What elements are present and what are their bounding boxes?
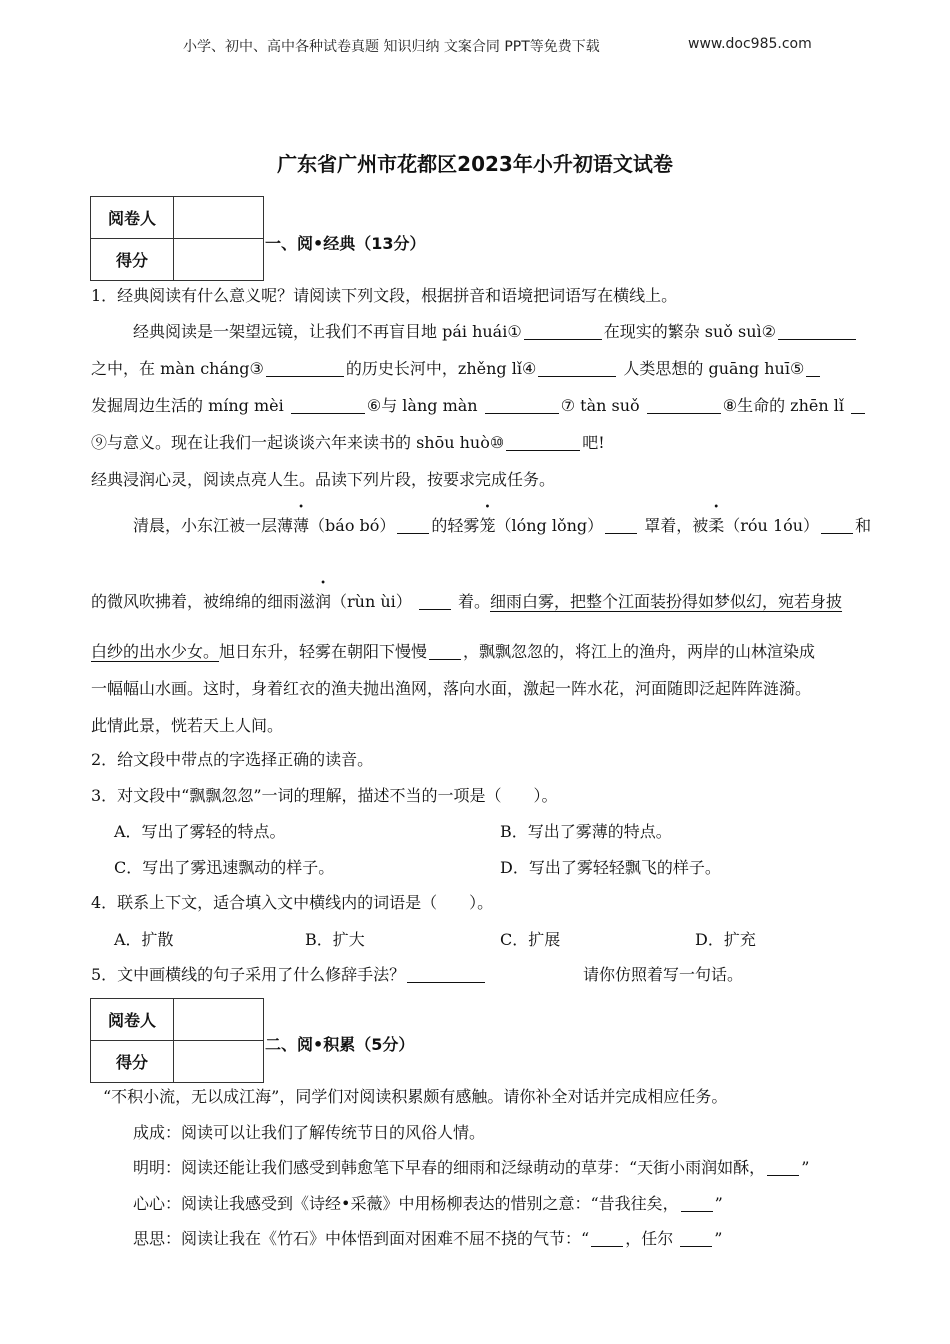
text: 着。: [458, 592, 491, 611]
text: 思思：阅读让我在《竹石》中体悟到面对困难不屈不挠的气节：“: [133, 1229, 590, 1248]
blank-a3[interactable]: [821, 517, 853, 534]
reviewer-label: 阅卷人: [91, 999, 174, 1041]
blank-10[interactable]: [506, 434, 580, 451]
q1-prompt: 1．经典阅读有什么意义呢？请阅读下列文段，根据拼音和语境把词语写在横线上。: [91, 286, 678, 305]
passage1-line1: [133, 322, 858, 342]
text: 5．文中画横线的句子采用了什么修辞手法？: [91, 965, 406, 984]
blank-7[interactable]: [485, 397, 559, 414]
text: （báo bó）: [309, 516, 396, 535]
dialogue-xinxin: [133, 1194, 723, 1214]
score-label: 得分: [91, 1041, 174, 1083]
q5-task: 请你仿照着写一句话。: [583, 965, 744, 984]
text: 人类思想的 guāng huī⑤: [623, 359, 805, 378]
q4-option-c[interactable]: C．扩展: [500, 930, 561, 949]
text: 经典阅读是一架望远镜，让我们不再盲目地 pái huái①: [133, 322, 522, 341]
q5-prompt: [91, 965, 487, 985]
blank-5[interactable]: [806, 360, 820, 377]
passage2-line3: [91, 642, 815, 662]
q4-option-d[interactable]: D．扩充: [695, 930, 756, 949]
text: 罩着，被: [644, 516, 709, 535]
score-cell[interactable]: [174, 239, 264, 281]
q4-prompt: 4．联系上下文，适合填入文中横线内的词语是（ ）。: [91, 893, 494, 912]
page-title: 广东省广州市花都区2023年小升初语文试卷: [277, 152, 673, 176]
blank-b1[interactable]: [419, 593, 451, 610]
dialogue-sisi: [133, 1229, 722, 1249]
q4-option-b[interactable]: B．扩大: [305, 930, 365, 949]
text: 的微风吹拂着，被绵绵的细雨滋: [91, 592, 316, 611]
blank-3[interactable]: [266, 360, 344, 377]
text: 清晨，小东江被一层薄: [133, 516, 294, 535]
blank-6[interactable]: [291, 397, 365, 414]
q4-option-a[interactable]: A．扩散: [114, 930, 174, 949]
reviewer-label: 阅卷人: [91, 197, 174, 239]
blank-d2[interactable]: [767, 1159, 799, 1176]
dialogue-mingming: [133, 1158, 809, 1178]
header-site[interactable]: www.doc985.com: [688, 36, 812, 52]
section1-heading: 一、阅•经典（13分）: [265, 234, 426, 253]
text: （rùn ùi）: [331, 592, 412, 611]
text: （róu 1óu）: [724, 516, 820, 535]
passage2-line2: [91, 592, 842, 612]
text: ⑦ tàn suǒ: [560, 396, 640, 415]
text: ⑥与 làng màn: [366, 396, 478, 415]
blank-c1[interactable]: [429, 643, 461, 660]
text: 心心：阅读让我感受到《诗经•采薇》中用杨柳表达的惜别之意：“昔我往矣，: [133, 1194, 679, 1213]
blank-d3[interactable]: [681, 1195, 713, 1212]
passage1-line2: [91, 359, 822, 379]
text: 和: [855, 516, 872, 535]
dotted-char: 柔: [708, 516, 725, 535]
text: 旭日东升，轻雾在朝阳下慢慢: [219, 642, 428, 661]
text: 吧!: [582, 433, 605, 452]
blank-9[interactable]: [851, 397, 865, 414]
text: ⑧生命的 zhēn lǐ: [722, 396, 845, 415]
section2-intro: “不积小流，无以成江海”，同学们对阅读积累颇有感触。请你补全对话并完成相应任务。: [103, 1087, 728, 1106]
text: ，任尔: [625, 1229, 674, 1248]
q2-prompt: 2．给文段中带点的字选择正确的读音。: [91, 750, 374, 769]
text: 发掘周边生活的 míng mèi: [91, 396, 284, 415]
text: 的轻雾: [431, 516, 480, 535]
q3-prompt: 3．对文段中“飘飘忽忽”一词的理解，描述不当的一项是（ ）。: [91, 786, 558, 805]
passage1-line4: [91, 433, 605, 453]
text: （lóng lǒng）: [495, 516, 604, 535]
q3-option-b[interactable]: B．写出了雾薄的特点。: [500, 822, 672, 841]
blank-2[interactable]: [778, 323, 856, 340]
score-cell[interactable]: [174, 1041, 264, 1083]
dialogue-chengcheng: 成成：阅读可以让我们了解传统节日的风俗人情。: [133, 1123, 486, 1142]
passage2-line5: 此情此景，恍若天上人间。: [91, 716, 284, 735]
blank-4[interactable]: [538, 360, 616, 377]
text: ，飘飘忽忽的，将江上的渔舟，两岸的山林渲染成: [463, 642, 816, 661]
passage2-line1: [133, 516, 871, 536]
q3-option-d[interactable]: D．写出了雾轻轻飘飞的样子。: [500, 858, 721, 877]
dotted-char: 笼: [479, 516, 496, 535]
text: 明明：阅读还能让我们感受到韩愈笔下早春的细雨和泛绿萌动的草芽：“天街小雨润如酥，: [133, 1158, 766, 1177]
passage2-line4: 一幅幅山水画。这时，身着红衣的渔夫抛出渔网，落向水面，激起一阵水花，河面随即泛起阵阵涟漪。: [91, 679, 812, 698]
text: 的历史长河中，zhěng lǐ④: [345, 359, 537, 378]
dotted-char: 薄: [293, 516, 310, 535]
text: ”: [714, 1194, 723, 1213]
passage1-line3: [91, 396, 867, 416]
blank-d4b[interactable]: [680, 1230, 712, 1247]
score-label: 得分: [91, 239, 174, 281]
underlined-sentence: 细雨白雾，把整个江面装扮得如梦似幻，宛若身披: [490, 592, 843, 611]
score-table-1: [90, 196, 264, 281]
q3-option-c[interactable]: C．写出了雾迅速飘动的样子。: [114, 858, 335, 877]
text: 在现实的繁杂 suǒ suì②: [603, 322, 776, 341]
text: ⑨与意义。现在让我们一起谈谈六年来读书的 shōu huò⑩: [91, 433, 505, 452]
section2-heading: 二、阅•积累（5分）: [265, 1035, 415, 1054]
blank-q5[interactable]: [407, 966, 485, 983]
dotted-char: 润: [315, 592, 332, 611]
reviewer-cell[interactable]: [174, 999, 264, 1041]
blank-d4a[interactable]: [591, 1230, 623, 1247]
blank-a2[interactable]: [605, 517, 637, 534]
score-table-2: [90, 998, 264, 1083]
blank-a1[interactable]: [397, 517, 429, 534]
blank-1[interactable]: [524, 323, 602, 340]
reading-intro: 经典浸润心灵，阅读点亮人生。品读下列片段，按要求完成任务。: [91, 470, 556, 489]
blank-8[interactable]: [647, 397, 721, 414]
reviewer-cell[interactable]: [174, 197, 264, 239]
text: ”: [801, 1158, 810, 1177]
text: ”: [714, 1229, 723, 1248]
text: 之中，在 màn cháng③: [91, 359, 264, 378]
q3-option-a[interactable]: A．写出了雾轻的特点。: [114, 822, 286, 841]
header-tagline: 小学、初中、高中各种试卷真题 知识归纳 文案合同 PPT等免费下载: [183, 39, 600, 55]
underlined-sentence: 白纱的出水少女。: [91, 642, 220, 661]
